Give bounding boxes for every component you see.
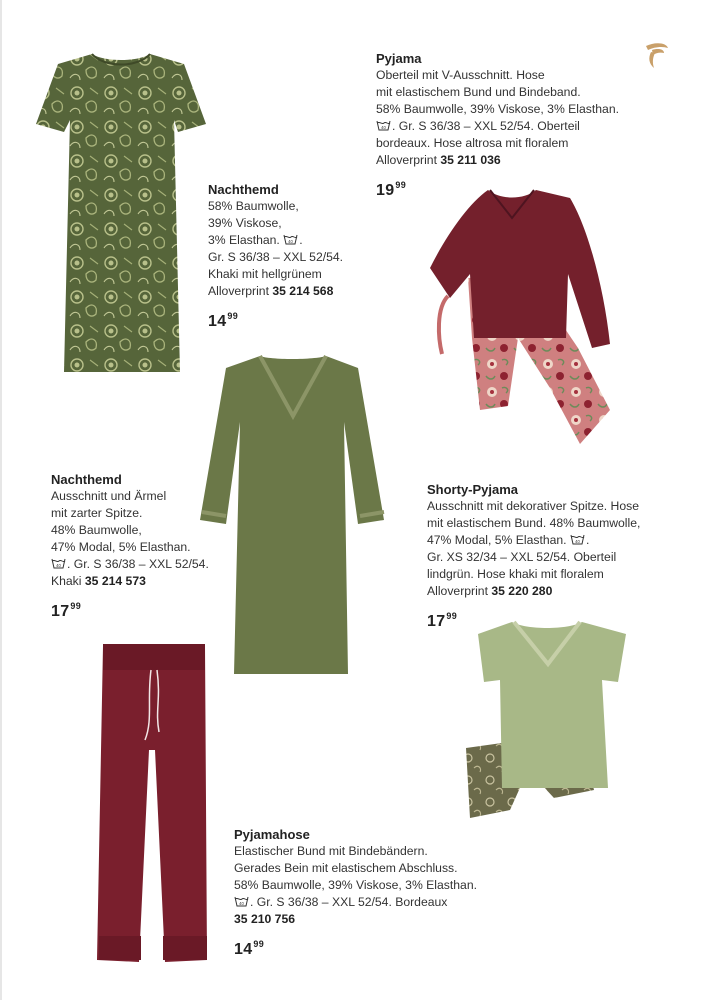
nachthemd-spitze-price-main: 17 [51,603,70,620]
pyjama-print-label: Alloverprint [376,153,441,167]
nachthemd-spitze-desc-4: 47% Modal, 5% Elasthan. [51,540,191,554]
shorty-desc-4: Gr. XS 32/34 – XXL 52/54. Oberteil [427,550,617,564]
nachthemd-khaki-print-label: Alloverprint [208,284,273,298]
nachthemd-spitze-desc-3: 48% Baumwolle, [51,523,142,537]
nachthemd-spitze-price-cents: 99 [70,601,82,611]
tchibo-coffee-bean-logo-icon [640,40,672,70]
nachthemd-khaki-dot: . [299,233,303,247]
nachthemd-spitze-price [51,598,209,620]
shorty-desc-1: Ausschnitt mit dekorativer Spitze. Hose [427,499,640,513]
shorty-material: 47% Modal, 5% Elasthan. [427,533,570,547]
nachthemd-khaki-price [208,308,343,330]
pyjama-title: Pyjama [376,51,422,66]
nachthemd-khaki-desc-3 [208,232,343,249]
pyjamahose-price [234,936,477,958]
pyjamahose-info [234,826,477,958]
pyjamahose-title: Pyjamahose [234,827,310,842]
shorty-article-number: 35 220 280 [491,584,553,598]
shorty-dot: . [585,533,590,547]
wash-40-icon [234,896,249,907]
wash-40-icon [283,234,298,245]
pyjama-desc-2: mit elastischem Bund und Bindeband. [376,85,581,99]
nachthemd-khaki-info [208,181,343,330]
shorty-pyjama-image [462,620,630,832]
svg-text:40: 40 [575,539,580,544]
nachthemd-spitze-desc-2: mit zarter Spitze. [51,506,143,520]
svg-text:40: 40 [381,125,386,130]
wash-40-icon [51,558,66,569]
pyjamahose-size-text: . Gr. S 36/38 – XXL 52/54. Bordeaux [250,895,448,909]
pyjamahose-image [95,640,210,970]
wash-40-icon [570,534,585,545]
page-edge [0,0,2,1000]
shorty-price-main: 17 [427,613,446,630]
nachthemd-khaki-desc-4: Gr. S 36/38 – XXL 52/54. [208,250,344,264]
pyjama-desc-5: bordeaux. Hose altrosa mit floralem [376,136,569,150]
nachthemd-khaki-price-cents: 99 [227,311,239,321]
nachthemd-khaki-image [34,50,209,375]
nachthemd-khaki-desc-2: 39% Viskose, [208,216,282,230]
pyjamahose-desc-1: Elastischer Bund mit Bindebändern. [234,844,428,858]
shorty-desc-3 [427,532,640,549]
pyjamahose-article-number: 35 210 756 [234,912,295,926]
pyjama-desc-4 [376,118,619,135]
shorty-price [427,608,640,630]
nachthemd-spitze-info [51,471,209,620]
nachthemd-spitze-article-number: 35 214 573 [84,574,146,588]
shorty-desc-5: lindgrün. Hose khaki mit floralem [427,567,604,581]
nachthemd-spitze-image [198,352,388,677]
nachthemd-spitze-desc-6 [51,573,209,590]
pyjamahose-desc-3: 58% Baumwolle, 39% Viskose, 3% Elasthan. [234,878,477,892]
shorty-desc-2: mit elastischem Bund. 48% Baumwolle, [427,516,641,530]
shorty-price-cents: 99 [446,611,458,621]
nachthemd-spitze-desc-5 [51,556,209,573]
pyjama-article-number: 35 211 036 [440,153,501,167]
nachthemd-khaki-desc-6 [208,283,343,300]
svg-text:40: 40 [56,563,61,568]
shorty-info [427,481,640,630]
pyjamahose-desc-4 [234,894,477,911]
pyjama-desc-6 [376,152,619,169]
pyjama-info [376,50,619,199]
pyjama-desc-3: 58% Baumwolle, 39% Viskose, 3% Elasthan. [376,102,619,116]
wash-40-icon [376,120,391,131]
shorty-desc-6 [427,583,640,600]
nachthemd-spitze-title: Nachthemd [51,472,122,487]
nachthemd-spitze-size-text: . Gr. S 36/38 – XXL 52/54. [67,557,209,571]
shorty-title: Shorty-Pyjama [427,482,519,497]
nachthemd-spitze-desc-1: Ausschnitt und Ärmel [51,489,167,503]
nachthemd-spitze-color-label: Khaki [51,574,85,588]
shorty-print-label: Alloverprint [427,584,492,598]
pyjama-image [428,188,613,450]
nachthemd-khaki-elasthan: 3% Elasthan. [208,233,284,247]
pyjama-price-main: 19 [376,182,395,199]
nachthemd-khaki-title: Nachthemd [208,182,279,197]
pyjama-price-cents: 99 [395,180,407,190]
pyjamahose-price-main: 14 [234,941,253,958]
svg-text:40: 40 [288,239,294,244]
nachthemd-khaki-desc-1: 58% Baumwolle, [208,199,299,213]
pyjama-desc-1: Oberteil mit V-Ausschnitt. Hose [376,68,545,82]
pyjama-size-text: . Gr. S 36/38 – XXL 52/54. Oberteil [392,119,580,133]
nachthemd-khaki-desc-5: Khaki mit hellgrünem [208,267,322,281]
pyjamahose-desc-2: Gerades Bein mit elastischem Abschluss. [234,861,458,875]
nachthemd-khaki-price-main: 14 [208,313,227,330]
pyjamahose-price-cents: 99 [253,939,265,949]
svg-text:40: 40 [239,901,244,906]
pyjama-price [376,177,619,199]
nachthemd-khaki-article-number: 35 214 568 [272,284,334,298]
